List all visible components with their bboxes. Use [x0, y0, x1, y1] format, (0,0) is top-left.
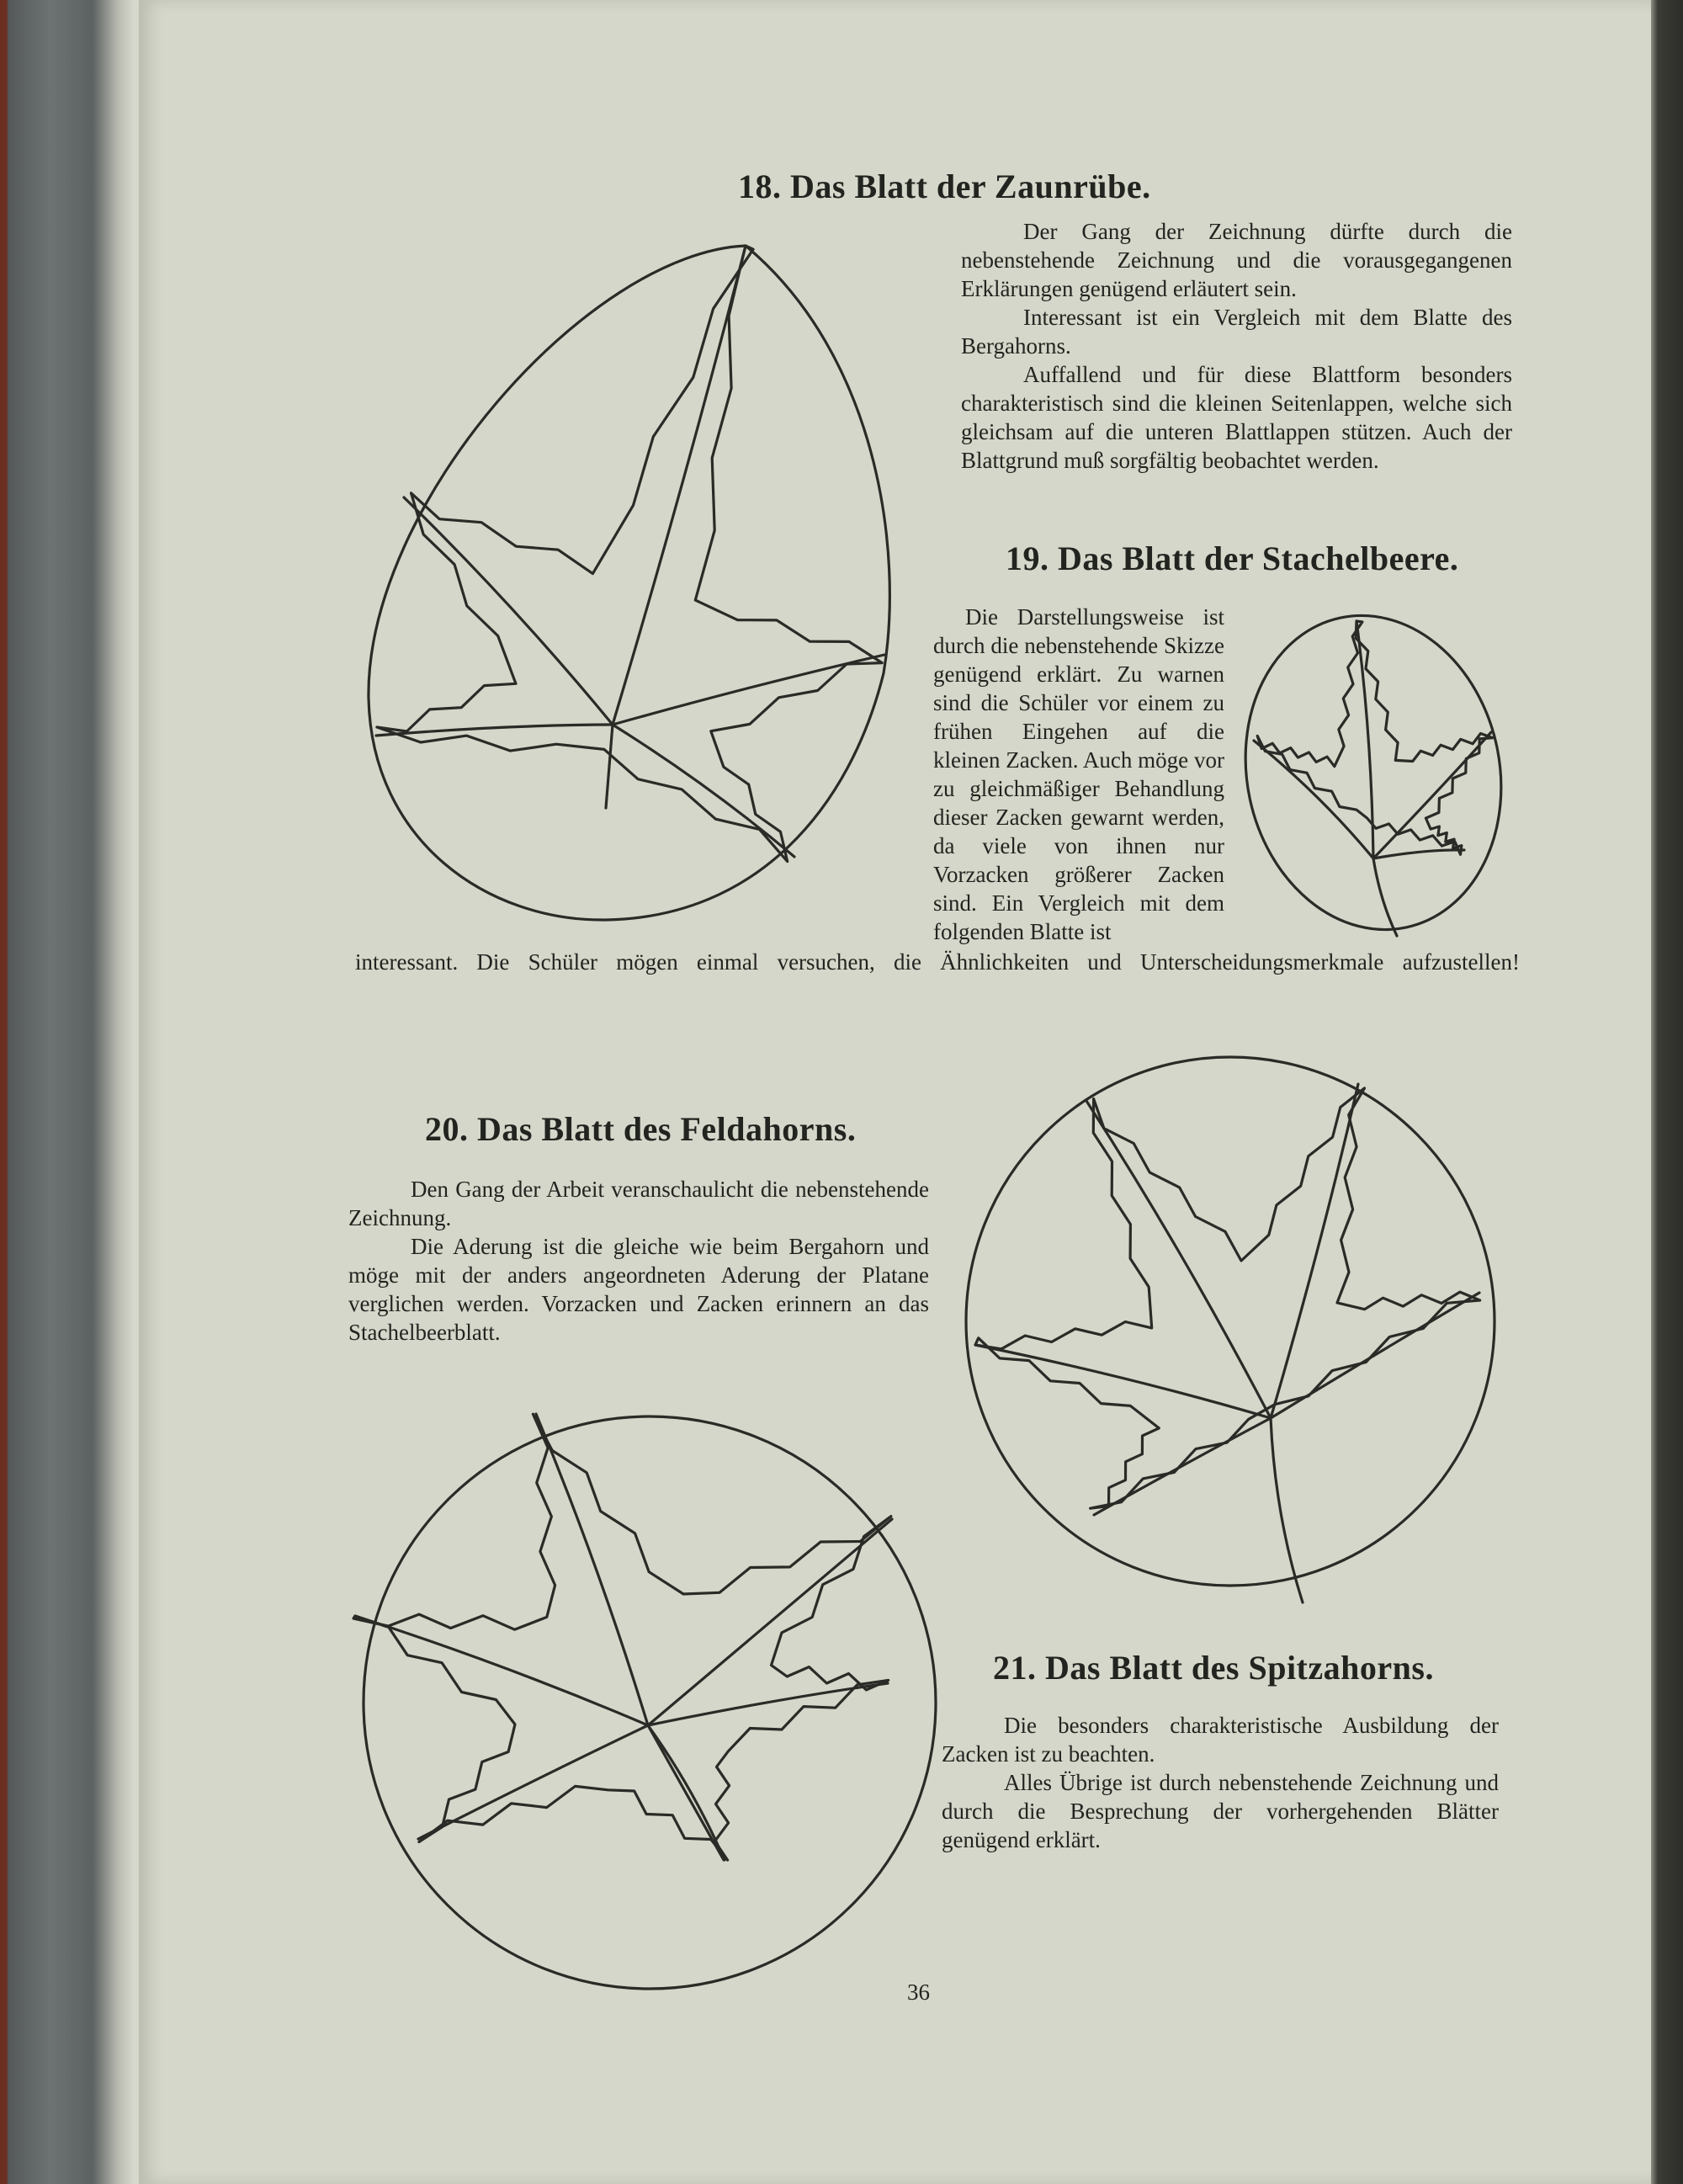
- section-19-continuation: interessant. Die Schüler mögen einmal versuchen, die Ähnlichkeiten und Unterscheidungsmerkmale aufzustellen!: [355, 949, 1520, 975]
- section-19-title: 19. Das Blatt der Stachelbeere.: [1006, 539, 1459, 577]
- leaf-vein: [613, 246, 746, 725]
- figure-feldahorn-leaf: [353, 1414, 936, 1989]
- paragraph: Den Gang der Arbeit veranschaulicht die nebenstehende Zeichnung.: [348, 1177, 929, 1230]
- section-20-text: [348, 1175, 929, 1347]
- leaf-stem: [1373, 858, 1397, 936]
- figure-spitzahorn-leaf: [966, 1057, 1495, 1602]
- leaf-vein: [404, 497, 613, 725]
- section-21-text: [942, 1711, 1499, 1854]
- section-18-text: [961, 217, 1512, 475]
- leaf-vein: [613, 655, 884, 725]
- section-18-title: 18. Das Blatt der Zaunrübe.: [738, 167, 1151, 205]
- paragraph: Der Gang der Zeichnung dürfte durch die nebenstehende Zeichnung und die vorausgegangenen Erklärungen genügend erläutert sein.: [961, 219, 1512, 301]
- figure-zaunruebe-leaf: [369, 246, 889, 920]
- leaf-outline: [353, 1414, 891, 1860]
- paragraph: Interessant ist ein Vergleich mit dem Blatte des Bergahorns.: [961, 305, 1512, 359]
- circle-outline: [966, 1057, 1495, 1586]
- leaf-vein: [648, 1683, 888, 1725]
- leaf-vein: [1094, 1418, 1271, 1515]
- circle-outline: [364, 1416, 936, 1989]
- section-20-title: 20. Das Blatt des Feldahorns.: [425, 1110, 857, 1148]
- figure-stachelbeere-leaf: [1217, 592, 1530, 954]
- egg-outline: [369, 246, 889, 920]
- paragraph: Die Darstellungsweise ist durch die nebenstehende Skizze genügend erklärt. Zu warnen sind die Schüler vor einem zu frühen Eingehen auf die kleinen Zacken. Auch möge vor zu gleichmäßiger Behandlung dieser Zacken gewarnt werden, da viele von ihnen nur Vorzacken größerer Zacken sind. Ein Vergleich mit dem folgenden Blatte ist: [933, 604, 1224, 944]
- oval-outline: [1217, 592, 1530, 954]
- leaf-outline: [975, 1088, 1480, 1508]
- paragraph: Auffallend und für diese Blattform besonders charakteristisch sind die kleinen Seitenlappen, welche sich gleichsam auf die unteren Blattlappen stützen. Auch der Blattgrund muß sorgfältig beobachtet werden.: [961, 362, 1512, 473]
- leaf-outline: [1257, 621, 1493, 854]
- paragraph: Alles Übrige ist durch nebenstehende Zeichnung und durch die Besprechung der vorhergehenden Blätter genügend erklärt.: [942, 1770, 1499, 1852]
- leaf-vein: [648, 1519, 892, 1725]
- leaf-stem: [1271, 1418, 1303, 1602]
- paragraph: Die besonders charakteristische Ausbildung der Zacken ist zu beachten.: [942, 1713, 1499, 1767]
- leaf-stem: [648, 1725, 724, 1860]
- paragraph: Die Aderung ist die gleiche wie beim Bergahorn und möge mit der anders angeordneten Aderung der Platane verglichen werden. Vorzacken und Zacken erinnern an das Stachelbeerblatt.: [348, 1234, 929, 1345]
- section-21-title: 21. Das Blatt des Spitzahorns.: [993, 1649, 1434, 1687]
- leaf-vein: [1373, 850, 1464, 858]
- section-19-text: [933, 603, 1224, 946]
- leaf-outline: [377, 246, 882, 862]
- leaf-stem: [606, 725, 613, 808]
- leaf-vein: [536, 1414, 648, 1725]
- leaf-vein: [1373, 732, 1491, 858]
- page-number: 36: [907, 1979, 930, 2005]
- leaf-vein: [418, 1725, 648, 1839]
- leaf-vein: [975, 1345, 1271, 1418]
